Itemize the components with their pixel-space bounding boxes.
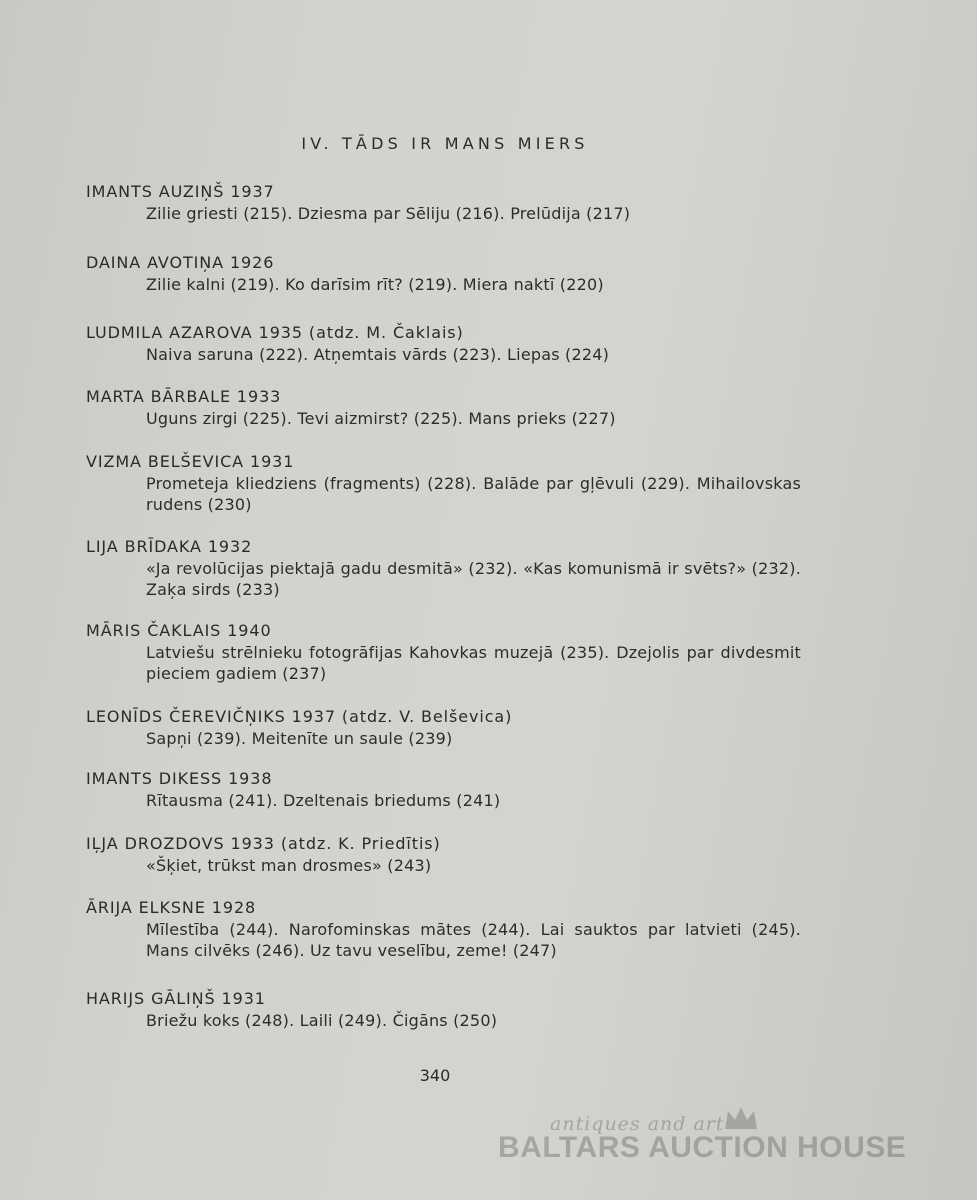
- author-entry: [86, 321, 801, 365]
- author-works: Zilie kalni (219). Ko darīsim rīt? (219). Miera naktī (220): [146, 275, 604, 294]
- author-works: Prometeja kliedziens (fragments) (228). Balāde par gļēvuli (229). Mihailovskas rudens (230): [146, 474, 801, 514]
- author-name: MĀRIS ČAKLAIS 1940: [86, 621, 272, 640]
- author-works: Latviešu strēlnieku fotogrāfijas Kahovkas muzejā (235). Dzejolis par divdesmit pieciem gadiem (237): [146, 643, 801, 683]
- watermark-name: BALTARS AUCTION HOUSE: [498, 1131, 907, 1164]
- author-works: Mīlestība (244). Narofominskas mātes (244). Lai sauktos par latvieti (245). Mans cilvēks (246). Uz tavu veselību, zeme! (247): [146, 920, 801, 960]
- author-entry: [86, 619, 801, 684]
- author-entry: [86, 450, 801, 515]
- author-name: MARTA BĀRBALE 1933: [86, 387, 282, 406]
- author-name: IĻJA DROZDOVS 1933 (atdz. K. Priedītis): [86, 834, 441, 853]
- author-works: Naiva saruna (222). Atņemtais vārds (223). Liepas (224): [146, 345, 610, 364]
- author-entry: [86, 896, 801, 961]
- author-name: LIJA BRĪDAKA 1932: [86, 537, 253, 556]
- author-entry: [86, 832, 801, 876]
- author-entry: [86, 180, 801, 224]
- author-entry: [86, 251, 801, 295]
- author-works: Rītausma (241). Dzeltenais briedums (241): [146, 791, 501, 810]
- author-name: ĀRIJA ELKSNE 1928: [86, 898, 257, 917]
- page-number: 340: [419, 1066, 451, 1085]
- author-name: HARIJS GĀLIŅŠ 1931: [86, 989, 266, 1008]
- author-name: DAINA AVOTIŅA 1926: [86, 253, 275, 272]
- author-entry: [86, 987, 801, 1031]
- author-name: LUDMILA AZAROVA 1935 (atdz. M. Čaklais): [86, 323, 464, 342]
- author-works: Zilie griesti (215). Dziesma par Sēliju (216). Prelūdija (217): [146, 204, 631, 223]
- author-works: Briežu koks (248). Laili (249). Čigāns (250): [146, 1011, 498, 1030]
- crown-icon: [723, 1105, 759, 1131]
- author-works: Uguns zirgi (225). Tevi aizmirst? (225). Mans prieks (227): [146, 409, 616, 428]
- author-name: LEONĪDS ČEREVIČŅIKS 1937 (atdz. V. Belševica): [86, 707, 513, 726]
- auction-house-watermark: [498, 1105, 907, 1175]
- author-name: VIZMA BELŠEVICA 1931: [86, 452, 295, 471]
- author-works: «Ja revolūcijas piektajā gadu desmitā» (232). «Kas komunismā ir svēts?» (232). Zaķa sirds (233): [146, 559, 801, 599]
- author-works: «Šķiet, trūkst man drosmes» (243): [146, 856, 432, 875]
- author-entry: [86, 767, 801, 811]
- author-name: IMANTS AUZIŅŠ 1937: [86, 182, 275, 201]
- author-entry: [86, 385, 801, 429]
- author-entry: [86, 535, 801, 600]
- author-entry: [86, 705, 801, 749]
- author-name: IMANTS DIKESS 1938: [86, 769, 273, 788]
- author-works: Sapņi (239). Meitenīte un saule (239): [146, 729, 453, 748]
- section-title: IV. TĀDS IR MANS MIERS: [301, 134, 589, 153]
- watermark-tagline: antiques and art: [550, 1113, 725, 1135]
